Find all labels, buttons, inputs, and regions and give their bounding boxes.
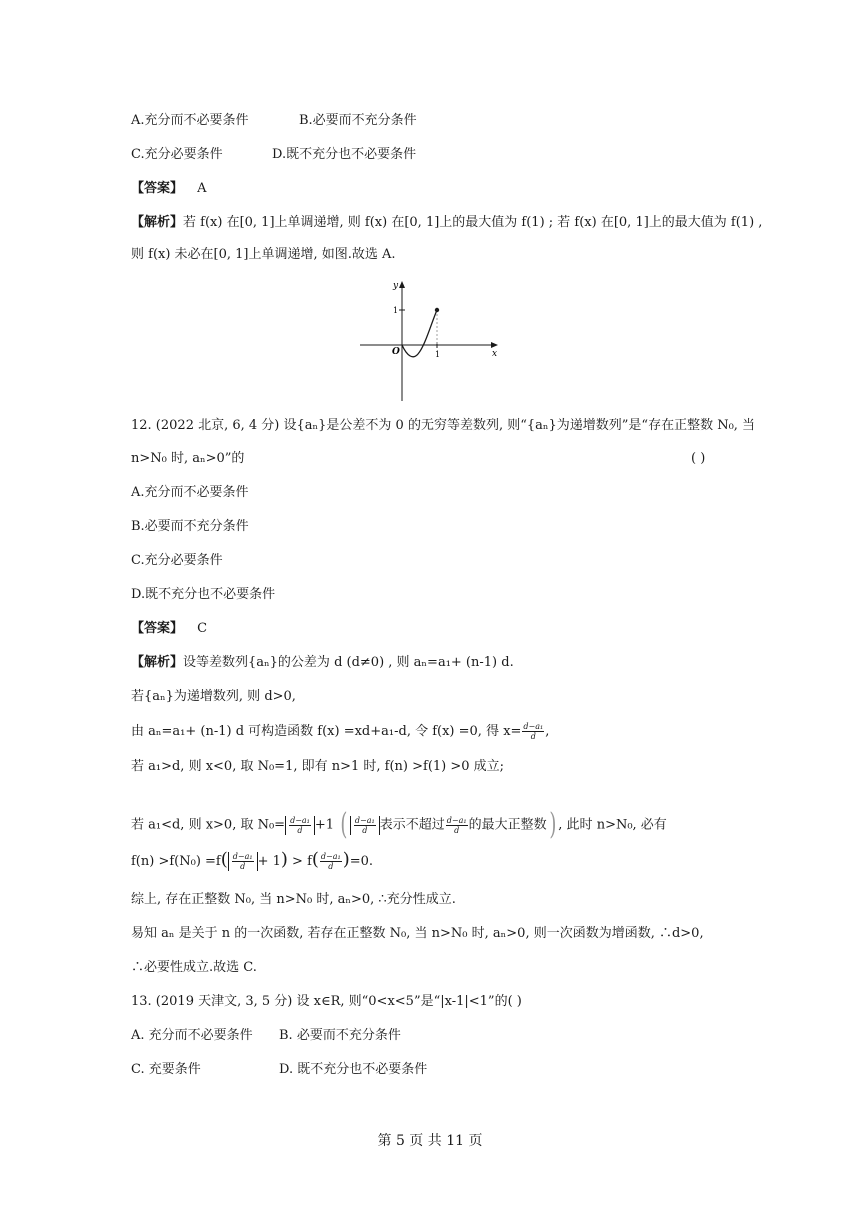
q12-analysis-line9: ∴必要性成立.故选 C. [131,960,257,975]
fraction [289,816,311,835]
y-tick-label: 1 [393,306,399,315]
fraction [320,852,342,871]
q13-option-b: B. 必要而不充分条件 [279,1028,401,1043]
q11-options-row1 [131,112,417,130]
analysis-label: 【解析】 [131,215,184,230]
fraction-numerator: d−a₁ [232,852,253,861]
answer-value: C [197,621,208,636]
x-tick-label: 1 [435,350,441,359]
fraction-numerator: d−a₁ [354,815,375,825]
floor-bracket [285,816,315,835]
analysis-text: 由 aₙ=a₁+ (n-1) d 可构造函数 f(x) =xd+a₁-d, 令 f(x) =0, 得 x= [131,724,522,739]
q11-option-d: D.既不充分也不必要条件 [272,147,417,162]
q13-option-a: A. 充分而不必要条件 [131,1028,253,1043]
fraction [232,852,254,871]
analysis-text: 设等差数列{aₙ}的公差为 d (d≠0) , 则 aₙ=a₁+ (n-1) d. [183,655,514,670]
q12-option-c: C.充分必要条件 [131,553,223,568]
fraction-numerator: d−a₁ [320,852,341,861]
fraction-denominator: d [454,825,460,835]
analysis-text: 若 f(x) 在[0, 1]上单调递增, 则 f(x) 在[0, 1]上的最大值为 f(1) ; 若 f(x) 在[0, 1]上的最大值为 f(1) , [183,215,763,230]
answer-label: 【答案】 [131,181,184,196]
answer-label: 【答案】 [131,621,184,636]
q11-answer [131,180,207,198]
fraction-denominator: d [297,825,303,835]
page-footer: 第 5 页 共 11 页 [377,1133,483,1149]
q12-stem-line1: 12. (2022 北京, 6, 4 分) 设{aₙ}是公差不为 0 的无穷等差数列, 则“{aₙ}为递增数列”是“存在正整数 N₀, 当 [131,418,756,433]
q12-stem-line2: n>N₀ 时, aₙ>0”的 [131,451,245,466]
q11-function-graph [355,276,505,404]
analysis-text: 若 a₁<d, 则 x>0, 取 N₀= [131,817,286,833]
q13-stem: 13. (2019 天津文, 3, 5 分) 设 x∈R, 则“0<x<5”是“|x-1|<1”的( ) [131,994,522,1009]
q11-options-row2 [131,146,416,164]
y-axis-label: y [393,281,399,291]
analysis-text: 的最大正整数 [468,817,547,833]
origin-label: O [392,347,400,357]
q11-option-c: C.充分必要条件 [131,147,223,162]
q13-option-d: D. 既不充分也不必要条件 [279,1062,428,1077]
q12-analysis-line1 [131,654,514,672]
analysis-text: 表示不超过 [379,817,445,833]
q12-analysis-line2: 若{aₙ}为递增数列, 则 d>0, [131,689,296,704]
q12-analysis-line6: f(n) >f(N₀) =f( $\frac{\text{d−a₁}}{d}$ + 1) > f( $\frac{\text{d−a₁}}{d}$ )=0. [131,849,374,871]
q12-analysis-line5 [131,807,667,842]
answer-value: A [197,181,207,196]
q12-answer [131,620,207,638]
q12-option-a: A.充分而不必要条件 [131,485,249,500]
fraction-denominator: d [240,862,246,871]
fraction [522,722,544,741]
q12-analysis-line3 [131,722,549,741]
fraction [354,816,376,835]
analysis-text: f(n) >f(N₀) =f [131,854,221,869]
fraction-numerator: d−a₁ [523,722,544,731]
fraction [446,816,468,835]
q12-option-d: D.既不充分也不必要条件 [131,587,276,602]
q13-option-c: C. 充要条件 [131,1062,201,1077]
q12-analysis-line8: 易知 aₙ 是关于 n 的一次函数, 若存在正整数 N₀, 当 n>N₀ 时, aₙ>0, 则一次函数为增函数, ∴d>0, [131,926,704,941]
analysis-text: +1 [314,817,335,833]
left-brace-icon: ( [340,807,348,842]
fraction-denominator: d [328,862,334,871]
fraction-denominator: d [530,732,536,741]
q13-options-row1 [131,1027,401,1045]
q12-analysis-line7: 综上, 存在正整数 N₀, 当 n>N₀ 时, aₙ>0, ∴充分性成立. [131,892,456,907]
fraction-denominator: d [362,825,368,835]
right-brace-icon: ) [548,807,556,842]
q11-option-b: B.必要而不充分条件 [299,113,417,128]
fraction-numerator: d−a₁ [446,815,467,825]
q12-analysis-line4: 若 a₁>d, 则 x<0, 取 N₀=1, 即有 n>1 时, f(n) >f(1) >0 成立; [131,759,505,774]
fraction-numerator: d−a₁ [290,815,310,825]
q12-option-b: B.必要而不充分条件 [131,519,249,534]
floor-bracket [350,816,380,835]
x-axis-label: x [492,349,498,359]
floor-bracket [228,852,258,871]
q11-analysis-line2: 则 f(x) 未必在[0, 1]上单调递增, 如图.故选 A. [131,247,396,262]
analysis-text: > f [292,854,312,869]
analysis-text: , [545,724,550,739]
q12-answer-paren: ( ) [691,451,706,466]
analysis-text: , 此时 n>N₀, 必有 [558,817,667,833]
analysis-label: 【解析】 [131,655,184,670]
analysis-text: =0. [349,854,374,869]
q13-options-row2 [131,1061,427,1079]
q11-option-a: A.充分而不必要条件 [131,113,249,128]
q11-analysis-line1 [131,214,762,232]
analysis-text: + 1 [257,854,281,869]
